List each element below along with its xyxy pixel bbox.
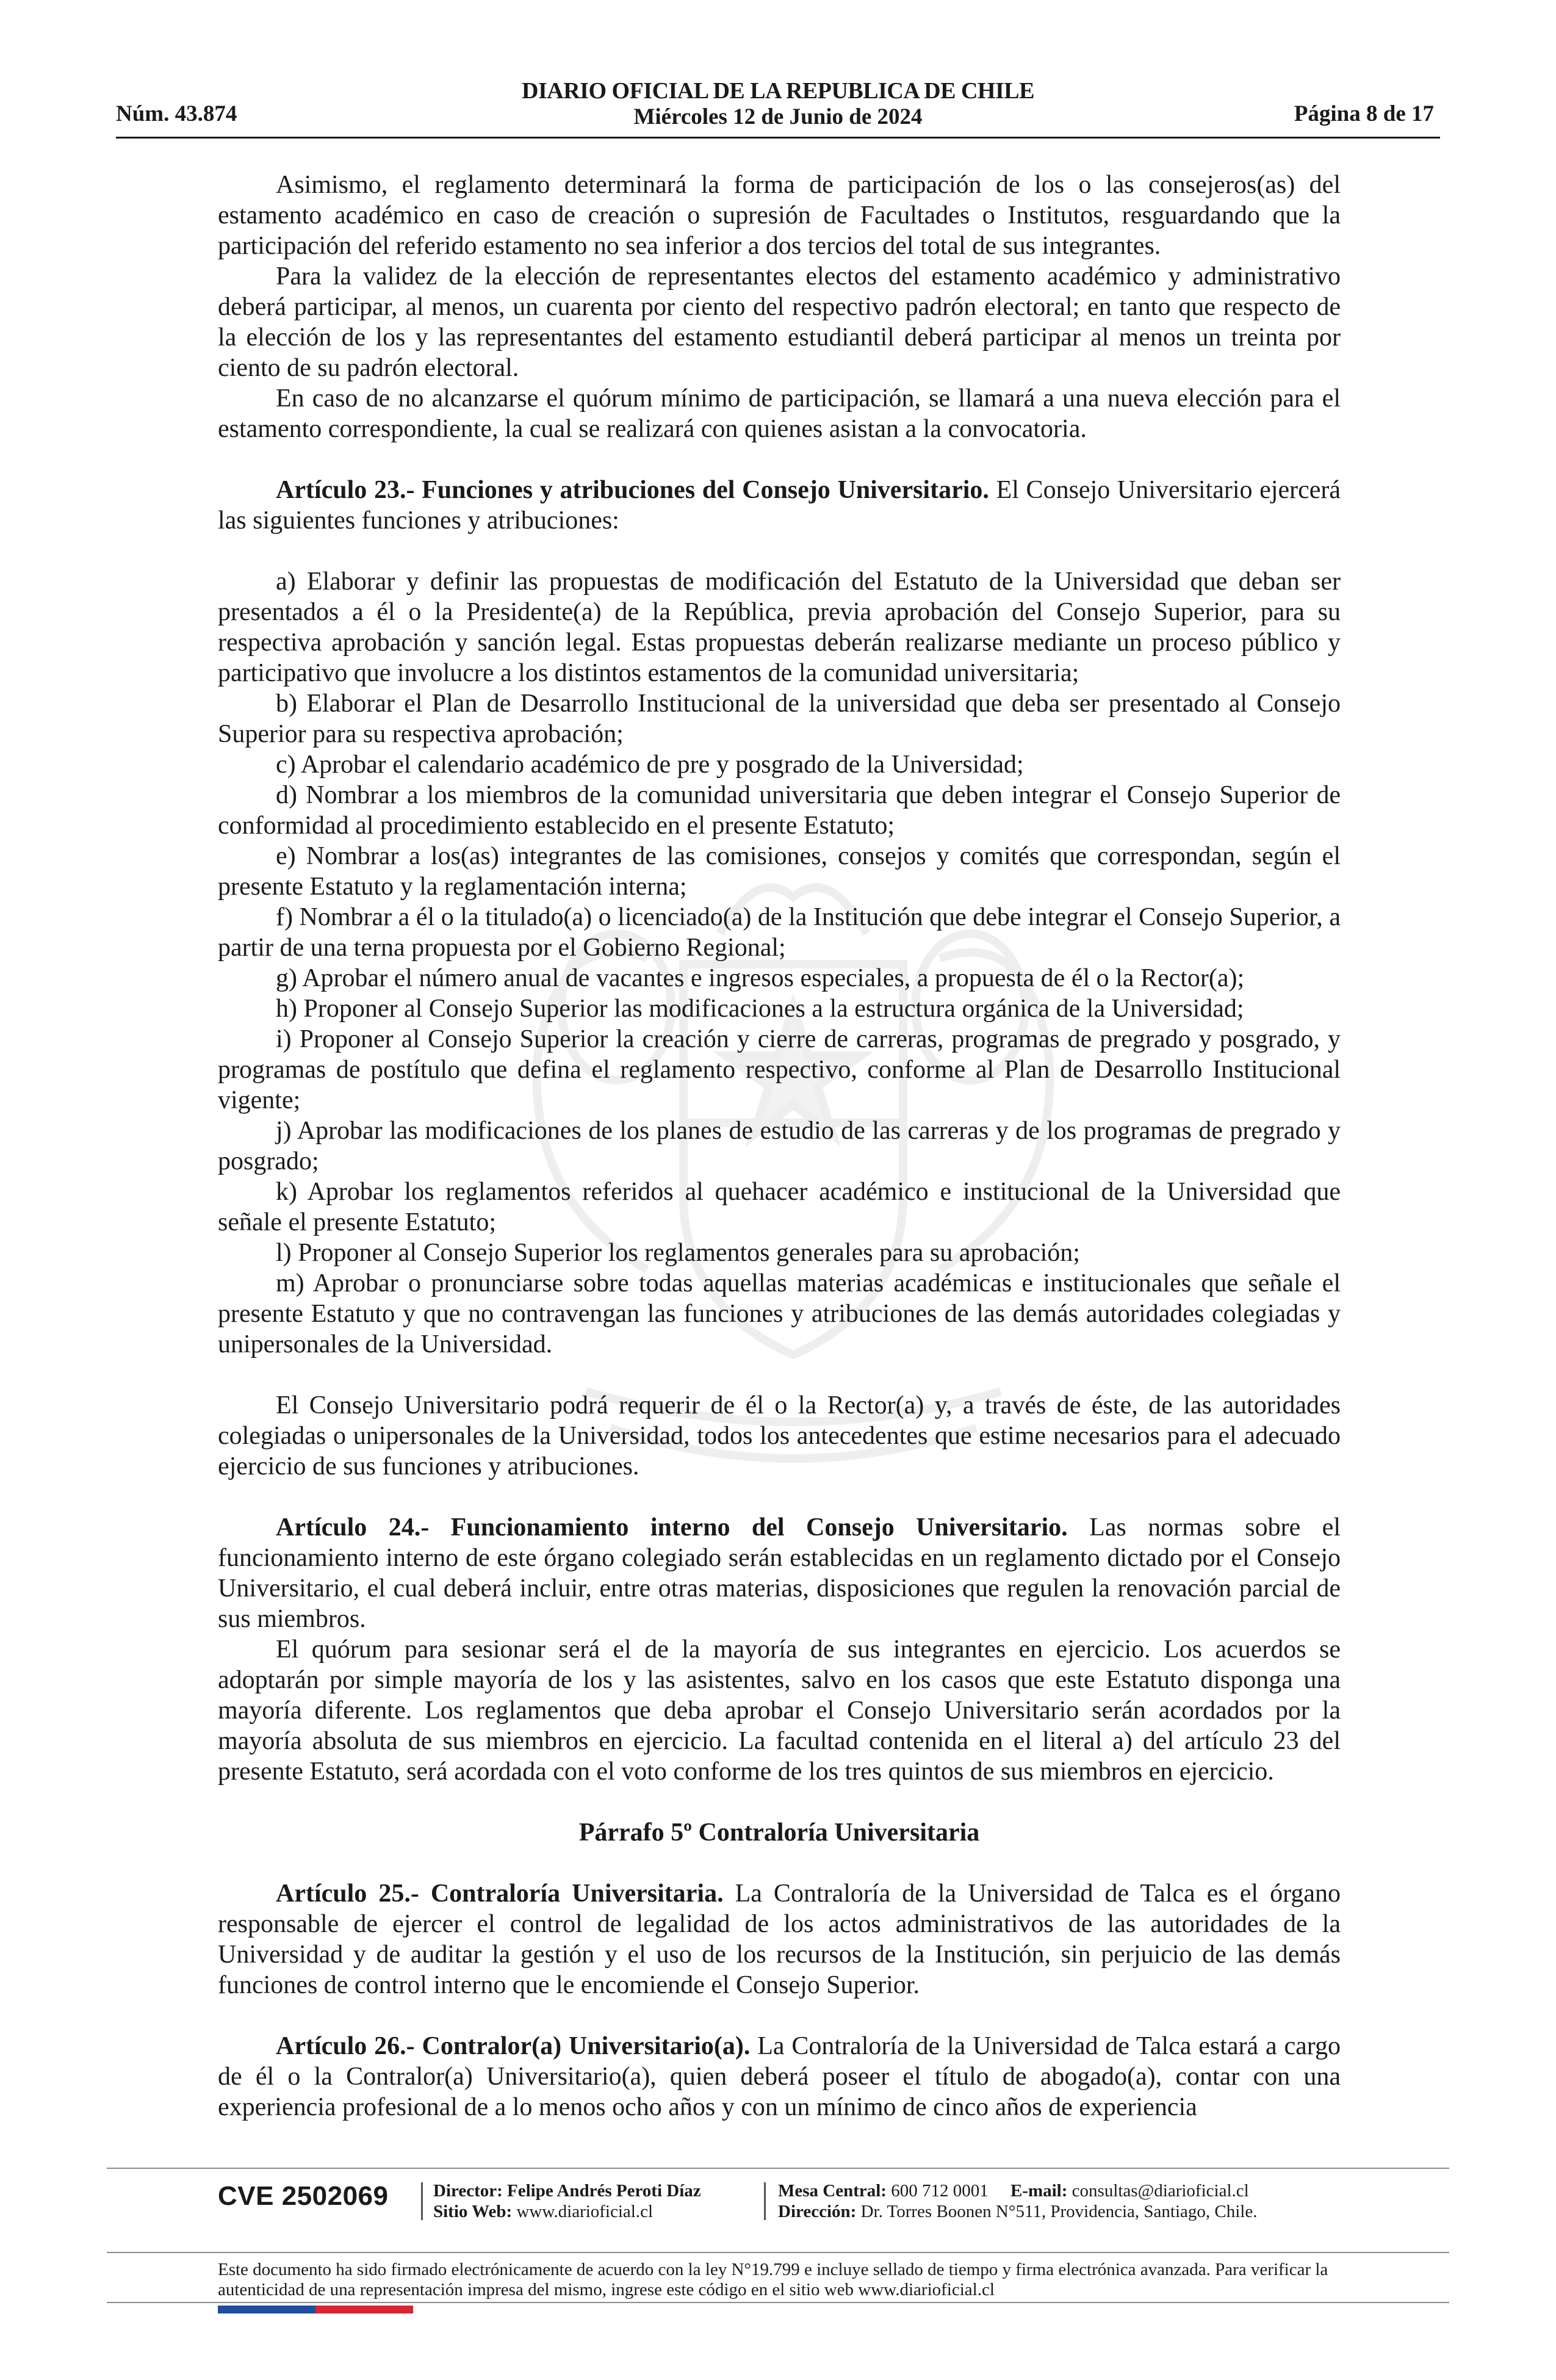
signature-notice: Este documento ha sido firmado electrónicamente de acuerdo con la ley N°19.799 e incluye sellado de tiempo y firma electrónica avanzada. Para verificar la autenticidad de una representación impresa del mismo, ingrese este código en el sitio web www.diarioficial.cl bbox=[218, 2260, 1328, 2299]
document-body bbox=[218, 170, 1341, 2122]
article-23-text: El Consejo Universitario ejercerá las siguientes funciones y atribuciones: bbox=[218, 476, 1341, 535]
list-item: a) Elaborar y definir las propuestas de modificación del Estatuto de la Universidad que deban ser presentados a él o la Presidente(a) de la República, previa aprobación del Consejo Superior, para su respectiva aprobación y sanción legal. Estas propuestas deberán realizarse mediante un proceso público y participativo que involucre a los distintos estamentos de la comunidad universitaria; bbox=[218, 568, 1341, 687]
article-26-title: Artículo 26.- Contralor(a) Universitario(a). bbox=[276, 2032, 751, 2060]
article-24-text: Las normas sobre el funcionamiento interno de este órgano colegiado serán establecidas en un reglamento dictado por el Consejo Universitario, el cual deberá incluir, entre otras materias, disposiciones que regulen la renovación parcial de sus miembros. bbox=[218, 1513, 1341, 1633]
list-item: k) Aprobar los reglamentos referidos al quehacer académico e institucional de la Universidad que señale el presente Estatuto; bbox=[218, 1178, 1341, 1236]
list-item: b) Elaborar el Plan de Desarrollo Institucional de la universidad que deba ser presentado al Consejo Superior para su respectiva aprobación; bbox=[218, 690, 1341, 748]
footer-separator bbox=[421, 2182, 423, 2220]
list-item: i) Proponer al Consejo Superior la creación y cierre de carreras, programas de pregrado y posgrado, y programas de postítulo que defina el reglamento respectivo, conforme al Plan de Desarrollo Institucional vigente; bbox=[218, 1025, 1341, 1114]
paragraph: Asimismo, el reglamento determinará la forma de participación de los o las consejeros(as) del estamento académico en caso de creación o supresión de Facultades o Institutos, resguardando que la participación del referido estamento no sea inferior a dos tercios del total de sus integrantes. bbox=[218, 171, 1341, 260]
paragraph: El quórum para sesionar será el de la mayoría de sus integrantes en ejercicio. Los acuerdos se adoptarán por simple mayoría de los y las asistentes, salvo en los casos que este Estatuto disponga una mayoría diferente. Los reglamentos que deba aprobar el Consejo Universitario serán acordados por la mayoría absoluta de sus miembros en ejercicio. La facultad contenida en el literal a) del artículo 23 del presente Estatuto, será acordada con el voto conforme de los tres quintos de sus miembros en ejercicio. bbox=[218, 1635, 1341, 1786]
phone-label: Mesa Central: bbox=[778, 2181, 887, 2201]
paragraph: Para la validez de la elección de representantes electos del estamento académico y administrativo deberá participar, al menos, un cuarenta por ciento del respectivo padrón electoral; en tanto que respecto de la elección de los y las representantes del estamento estudiantil deberá participar al menos un treinta por ciento de su padrón electoral. bbox=[218, 262, 1341, 382]
footer-director-block bbox=[433, 2180, 701, 2222]
list-item: g) Aprobar el número anual de vacantes e ingresos especiales, a propuesta de él o la Rector(a); bbox=[276, 964, 1245, 992]
footer-divider bbox=[107, 2252, 1449, 2253]
cve-code: CVE 2502069 bbox=[218, 2181, 389, 2211]
list-item: d) Nombrar a los miembros de la comunidad universitaria que deben integrar el Consejo Superior de conformidad al procedimiento establecido en el presente Estatuto; bbox=[218, 781, 1341, 840]
list-item: m) Aprobar o pronunciarse sobre todas aquellas materias académicas e institucionales que señale el presente Estatuto y que no contravengan las funciones y atribuciones de las demás autoridades colegiadas y unipersonales de la Universidad. bbox=[218, 1269, 1341, 1358]
website-link[interactable]: www.diarioficial.cl bbox=[516, 2202, 654, 2221]
article-25-title: Artículo 25.- Contraloría Universitaria. bbox=[276, 1880, 724, 1908]
list-item: j) Aprobar las modificaciones de los planes de estudio de las carreras y de los programas de pregrado y posgrado; bbox=[218, 1117, 1341, 1175]
issue-number: Núm. 43.874 bbox=[116, 101, 237, 126]
section-heading: Párrafo 5º Contraloría Universitaria bbox=[578, 1819, 980, 1847]
list-item: f) Nombrar a él o la titulado(a) o licenciado(a) de la Institución que debe integrar el Consejo Superior, a partir de una terna propuesta por el Gobierno Regional; bbox=[218, 903, 1341, 962]
article-24-title: Artículo 24.- Funcionamiento interno del Consejo Universitario. bbox=[276, 1513, 1068, 1542]
header-divider bbox=[116, 137, 1440, 139]
footer-contact-block bbox=[778, 2180, 1257, 2222]
article-26-text: La Contraloría de la Universidad de Talca estará a cargo de él o la Contralor(a) Universitario(a), quien deberá poseer el título de abogado(a), contar con una experiencia profesional de a lo menos ocho años y con un mínimo de cinco años de experiencia bbox=[218, 2032, 1341, 2121]
article-23-title: Artículo 23.- Funciones y atribuciones del Consejo Universitario. bbox=[276, 476, 989, 504]
email-label: E-mail: bbox=[1010, 2181, 1068, 2201]
article-24 bbox=[218, 1512, 1341, 1634]
list-item: e) Nombrar a los(as) integrantes de las comisiones, consejos y comités que correspondan, según el presente Estatuto y la reglamentación interna; bbox=[218, 842, 1341, 901]
article-25-text: La Contraloría de la Universidad de Talca es el órgano responsable de ejercer el control de legalidad de los actos administrativos de las autoridades de la Universidad y de auditar la gestión y el uso de los recursos de la Institución, sin perjuicio de las demás funciones de control interno que le encomiende el Consejo Superior. bbox=[218, 1880, 1341, 1999]
list-item: h) Proponer al Consejo Superior las modificaciones a la estructura orgánica de la Universidad; bbox=[276, 995, 1244, 1023]
flag-stripe-red bbox=[315, 2306, 413, 2313]
article-25 bbox=[218, 1878, 1341, 2000]
paragraph: El Consejo Universitario podrá requerir de él o la Rector(a) y, a través de éste, de las autoridades colegiadas o unipersonales de la Universidad, todos los antecedentes que estime necesarios para el adecuado ejercicio de sus funciones y atribuciones. bbox=[218, 1391, 1341, 1480]
footer-separator bbox=[764, 2182, 766, 2220]
email-link[interactable]: consultas@diarioficial.cl bbox=[1072, 2181, 1249, 2201]
footer-divider bbox=[107, 2302, 1449, 2303]
website-label: Sitio Web: bbox=[433, 2202, 513, 2221]
article-23 bbox=[218, 475, 1341, 536]
footer-divider bbox=[107, 2168, 1449, 2169]
list-item: c) Aprobar el calendario académico de pre y posgrado de la Universidad; bbox=[276, 751, 1024, 779]
paragraph: En caso de no alcanzarse el quórum mínimo de participación, se llamará a una nueva elección para el estamento correspondiente, la cual se realizará con quienes asistan a la convocatoria. bbox=[218, 384, 1341, 443]
address-text: Dr. Torres Boonen N°511, Providencia, Santiago, Chile. bbox=[860, 2202, 1258, 2221]
page-number: Página 8 de 17 bbox=[1294, 101, 1434, 126]
phone-number: 600 712 0001 bbox=[891, 2181, 989, 2201]
article-26 bbox=[218, 2031, 1341, 2122]
issue-date: Miércoles 12 de Junio de 2024 bbox=[633, 104, 923, 129]
address-label: Dirección: bbox=[778, 2202, 857, 2221]
director-label: Director: bbox=[433, 2181, 503, 2201]
newspaper-title: DIARIO OFICIAL DE LA REPUBLICA DE CHILE bbox=[522, 78, 1034, 104]
director-name: Felipe Andrés Peroti Díaz bbox=[507, 2181, 701, 2201]
list-item: l) Proponer al Consejo Superior los reglamentos generales para su aprobación; bbox=[276, 1239, 1080, 1267]
flag-stripe-blue bbox=[218, 2306, 315, 2313]
